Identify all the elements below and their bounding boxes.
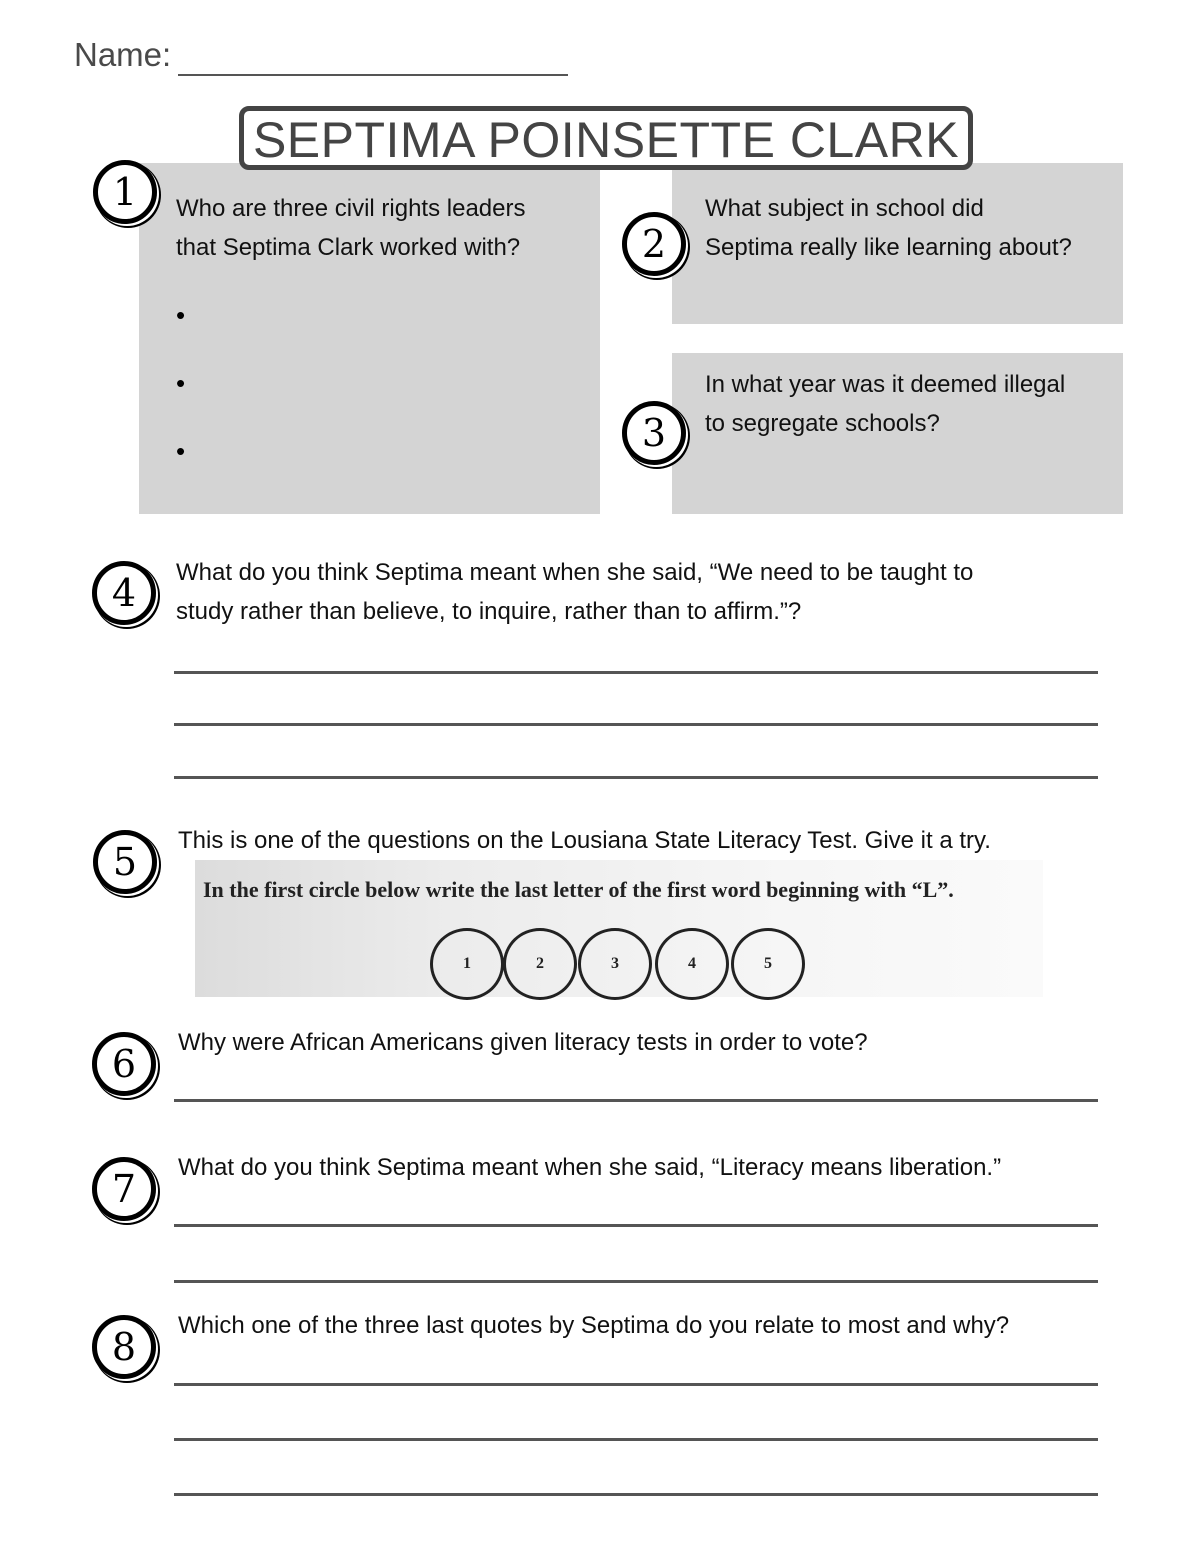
question-2-line-2: Septima really like learning about? (705, 234, 1072, 261)
answer-line[interactable] (174, 1383, 1098, 1386)
literacy-circle-3[interactable]: 3 (578, 928, 652, 1000)
literacy-circle-4[interactable]: 4 (655, 928, 729, 1000)
answer-line[interactable] (174, 1438, 1098, 1441)
number-5-icon: 5 (93, 830, 157, 894)
page-title: SEPTIMA POINSETTE CLARK (252, 112, 960, 168)
answer-line[interactable] (174, 1099, 1098, 1102)
number-4-icon: 4 (92, 561, 156, 625)
question-8-text: Which one of the three last quotes by Septima do you relate to most and why? (178, 1312, 1010, 1339)
number-8-icon: 8 (92, 1315, 156, 1379)
answer-bullet-1[interactable]: • (176, 300, 186, 330)
answer-bullet-2[interactable]: • (176, 368, 186, 398)
question-2-line-1: What subject in school did (705, 195, 984, 222)
question-3-line-1: In what year was it deemed illegal (705, 371, 1066, 398)
literacy-circle-2[interactable]: 2 (503, 928, 577, 1000)
question-1-line-1: Who are three civil rights leaders (176, 195, 526, 222)
number-6-icon: 6 (92, 1032, 156, 1096)
question-4-line-1: What do you think Septima meant when she said, “We need to be taught to (176, 559, 974, 586)
question-5-text: This is one of the questions on the Lousiana State Literacy Test. Give it a try. (178, 827, 991, 854)
number-3-icon: 3 (622, 401, 686, 465)
literacy-test-image (195, 860, 1043, 997)
name-field-line[interactable] (178, 74, 568, 76)
answer-bullet-3[interactable]: • (176, 436, 186, 466)
answer-line[interactable] (174, 1280, 1098, 1283)
answer-line[interactable] (174, 723, 1098, 726)
literacy-test-instruction: In the first circle below write the last letter of the first word beginning with “L”. (203, 877, 954, 902)
question-6-text: Why were African Americans given literacy tests in order to vote? (178, 1029, 868, 1056)
answer-line[interactable] (174, 1493, 1098, 1496)
title-box (239, 106, 973, 170)
question-1-line-2: that Septima Clark worked with? (176, 234, 521, 261)
number-7-icon: 7 (92, 1157, 156, 1221)
number-1-icon: 1 (93, 160, 157, 224)
question-7-text: What do you think Septima meant when she said, “Literacy means liberation.” (178, 1154, 1002, 1181)
literacy-circle-5[interactable]: 5 (731, 928, 805, 1000)
literacy-circle-1[interactable]: 1 (430, 928, 504, 1000)
name-label: Name: (74, 36, 172, 73)
answer-line[interactable] (174, 1224, 1098, 1227)
question-3-line-2: to segregate schools? (705, 410, 940, 437)
answer-line[interactable] (174, 671, 1098, 674)
question-4-line-2: study rather than believe, to inquire, rather than to affirm.”? (176, 598, 802, 625)
number-2-icon: 2 (622, 212, 686, 276)
answer-line[interactable] (174, 776, 1098, 779)
